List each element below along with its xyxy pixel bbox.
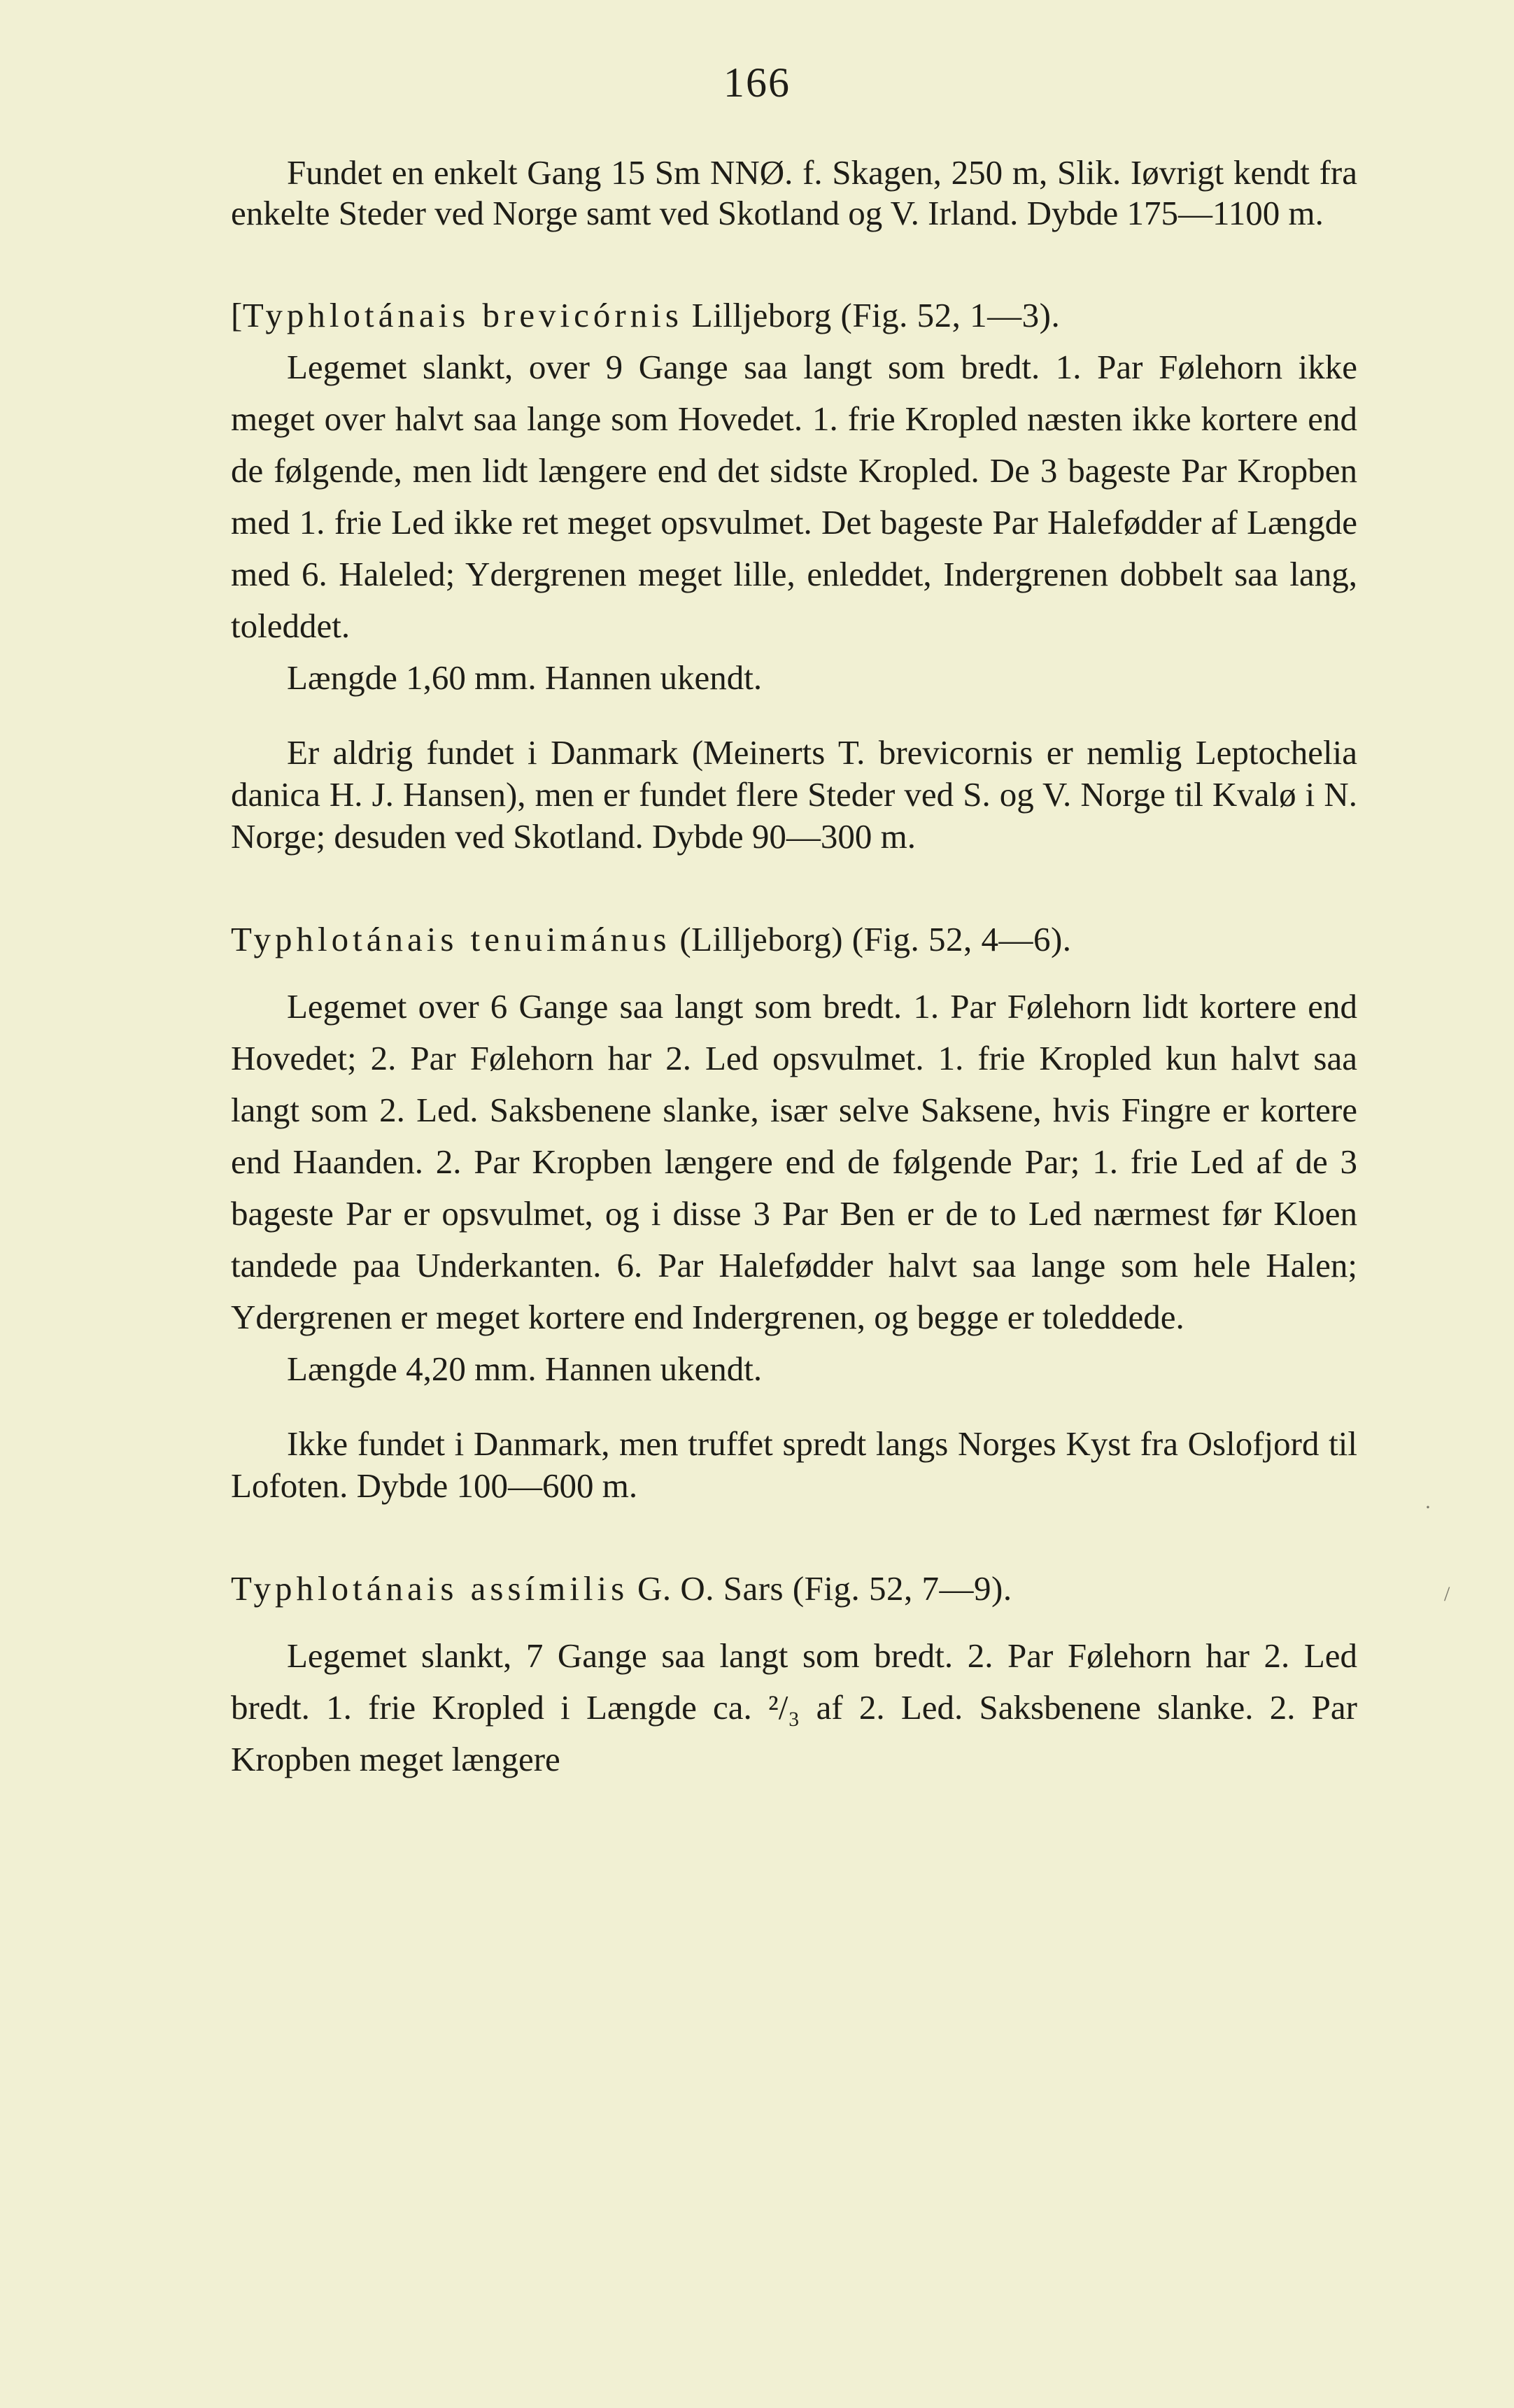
heading-bracket: [ (231, 296, 243, 334)
intro-paragraph: Fundet en enkelt Gang 15 Sm NNØ. f. Skagen, 250 m, Slik. Iøvrigt kendt fra enkelte Steder ved Norge samt ved Skotland og V. Irland. Dybde 175—1100 m. (231, 153, 1357, 232)
text-column (231, 153, 1357, 1785)
margin-speck: · (1424, 1496, 1431, 1519)
species-authority-brevicornis: Lilljeborg (Fig. 52, 1—3). (682, 296, 1061, 334)
margin-speck: / (1444, 1582, 1450, 1606)
description-brevicornis: Legemet slankt, over 9 Gange saa langt som bredt. 1. Par Følehorn ikke meget over halvt saa lange som Hovedet. 1. frie Kropled næsten ikke kortere end de følgende, men lidt længere end det sidste Kropled. De 3 bageste Par Kropben med 1. frie Led ikke ret meget opsvulmet. Det bageste Par Halefødder af Længde med 6. Haleled; Ydergrenen meget lille, enleddet, Indergrenen dobbelt saa lang, toleddet. (231, 348, 1357, 645)
length-tenuimanus: Længde 4,20 mm. Hannen ukendt. (287, 1350, 763, 1388)
description-assimilis: Legemet slankt, 7 Gange saa langt som bredt. 2. Par Følehorn har 2. Led bredt. 1. frie Kropled i Længde ca. ²/₃ af 2. Led. Saksbenene slanke. 2. Par Kropben meget længere (231, 1636, 1357, 1778)
distribution-brevicornis: Er aldrig fundet i Danmark (Meinerts T. brevicornis er nemlig Leptochelia danica H. J. Hansen), men er fundet flere Steder ved S. og V. Norge til Kvalø i N. Norge; desuden ved Skotland. Dybde 90—300 m. (231, 733, 1357, 856)
description-tenuimanus: Legemet over 6 Gange saa langt som bredt. 1. Par Følehorn lidt kortere end Hovedet; 2. Par Følehorn har 2. Led opsvulmet. 1. frie Kropled kun halvt saa langt som 2. Led. Saksbenene slanke, især selve Saksene, hvis Fingre er kortere end Haanden. 2. Par Kropben længere end de følgende Par; 1. frie Led af de 3 bageste Par er opsvulmet, og i disse 3 Par Ben er de to Led nærmest før Kloen tandede paa Underkanten. 6. Par Halefødder halvt saa lange som hele Halen; Ydergrenen er meget kortere end Indergrenen, og begge er toleddede. (231, 987, 1357, 1336)
species-name-brevicornis: Typhlotánais brevicórnis (242, 296, 683, 334)
length-brevicornis: Længde 1,60 mm. Hannen ukendt. (287, 658, 763, 697)
species-authority-assimilis: G. O. Sars (Fig. 52, 7—9). (628, 1569, 1012, 1608)
species-name-tenuimanus: Typhlotánais tenuimánus (231, 920, 671, 958)
species-heading-brevicornis (231, 290, 1357, 341)
species-name-assimilis: Typhlotánais assímilis (231, 1569, 629, 1608)
page-number: 166 (723, 59, 791, 106)
species-authority-tenuimanus: (Lilljeborg) (Fig. 52, 4—6). (670, 920, 1072, 958)
species-heading-tenuimanus (231, 914, 1357, 965)
distribution-tenuimanus: Ikke fundet i Danmark, men truffet spredt langs Norges Kyst fra Oslofjord til Lofoten. Dybde 100—600 m. (231, 1424, 1357, 1505)
species-heading-assimilis (231, 1563, 1357, 1615)
